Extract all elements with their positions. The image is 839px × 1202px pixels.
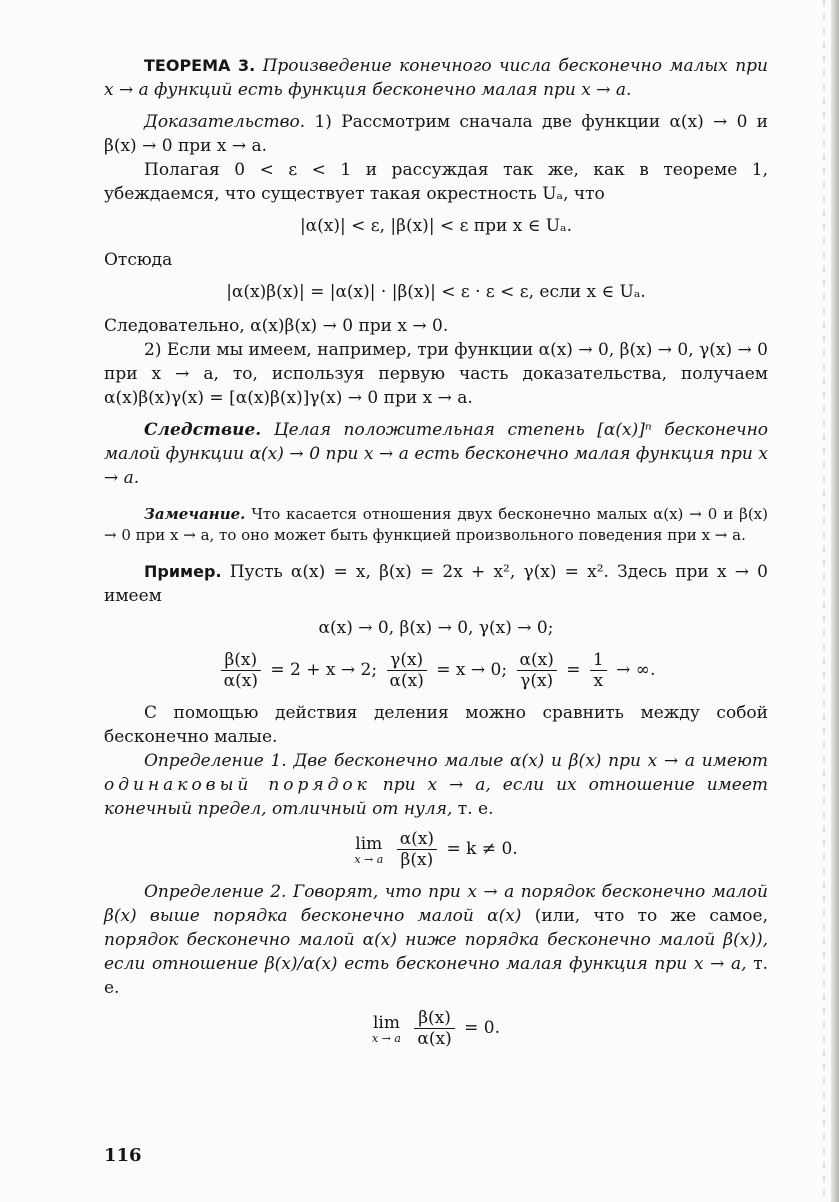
corollary-text: Целая положительная степень [α(x)]ⁿ бесконечно малой функции α(x) → 0 при x → a есть бесконечно малая функция при x → a. [104, 420, 769, 488]
proof-text-1: 1) Рассмотрим сначала две функции α(x) → 0 и β(x) → 0 при x → a. [104, 112, 768, 156]
definition-2-text-b: (или, что то же самое, [534, 906, 768, 926]
definition-1-text-b: при x → a, если их отношение имеет конечный предел, отличный от нуля, [104, 775, 768, 819]
fraction-denominator: β(x) [400, 850, 434, 870]
fraction-alpha-gamma [517, 650, 557, 691]
fraction-one-x [590, 650, 607, 691]
limit-word: lim [355, 833, 383, 854]
definition-2-text-c: порядок бесконечно малой α(x) ниже порядка бесконечно малой β(x)), [104, 930, 768, 950]
ratio-equals: = [566, 660, 581, 680]
limit-word: lim [372, 1012, 400, 1033]
definition-2-label: Определение 2. [144, 882, 287, 902]
theorem-text: Произведение конечного числа бесконечно малых при x → a функций есть функция бесконечно малая при x → a. [104, 56, 769, 100]
fraction-numerator: 1 [590, 650, 607, 671]
fraction-numerator: γ(x) [387, 650, 427, 671]
definition-2-formula [104, 1008, 768, 1049]
fraction-beta-alpha [414, 1008, 454, 1049]
fraction-denominator: α(x) [223, 671, 258, 691]
example-limits: α(x) → 0, β(x) → 0, γ(x) → 0; [318, 618, 554, 638]
example-label: Пример. [144, 562, 222, 581]
corollary-label: Следствие. [144, 420, 262, 440]
fraction-denominator: α(x) [417, 1029, 452, 1049]
fraction-gamma-alpha [387, 650, 427, 691]
definition-2-paragraph [104, 880, 768, 1000]
book-page [104, 54, 768, 1059]
fraction-denominator: γ(x) [520, 671, 554, 691]
limit-subscript: x → a [371, 1031, 401, 1045]
division-note: С помощью действия деления можно сравнить между собой бесконечно малые. [104, 703, 768, 747]
page-edge-shadow [823, 0, 825, 1202]
fraction-beta-alpha [221, 650, 261, 691]
therefore-text: Следовательно, α(x)β(x) → 0 при x → 0. [104, 316, 449, 336]
definition-1-label: Определение 1. [144, 751, 287, 771]
definition-1-text-a: Две бесконечно малые α(x) и β(x) при x → a имеют [293, 751, 768, 771]
corollary-paragraph [104, 418, 768, 490]
remark-text: Что касается отношения двух бесконечно малых α(x) → 0 и β(x) → 0 при x → a, то оно может быть функцией произвольного поведения при x → a. [104, 505, 768, 544]
definition-1-formula [104, 829, 768, 870]
ratio-result-3: → ∞. [616, 660, 656, 680]
equation-epsilon: |α(x)| < ε, |β(x)| < ε при x ∈ Uₐ. [299, 216, 573, 236]
limit-operator [354, 834, 383, 866]
proof-label: Доказательство. [144, 112, 306, 132]
page-number: 116 [104, 1145, 142, 1166]
example-text: Пусть α(x) = x, β(x) = 2x + x², γ(x) = x². Здесь при x → 0 имеем [104, 562, 768, 606]
limit-result: = k ≠ 0. [446, 839, 518, 859]
fraction-numerator: β(x) [414, 1008, 454, 1029]
example-paragraph [104, 560, 768, 608]
proof-paragraph-1 [104, 110, 768, 158]
definition-2-text-a: Говорят, что при x → a порядок бесконечно малой β(x) выше порядка бесконечно малой α(x) [104, 882, 768, 926]
proof-paragraph-3 [104, 338, 768, 410]
theorem-paragraph [104, 54, 768, 102]
limit-operator [372, 1013, 401, 1045]
example-ratios [104, 650, 768, 691]
proof-text-3: 2) Если мы имеем, например, три функции α(x) → 0, β(x) → 0, γ(x) → 0 при x → a, то, используя первую часть доказательства, получаем α(x)β(x)γ(x) = [α(x)β(x)]γ(x) → 0 при x → a. [104, 340, 769, 408]
theorem-label: ТЕОРЕМА 3. [144, 56, 256, 75]
ratio-result-1: = 2 + x → 2; [270, 660, 378, 680]
definition-2-text-e: т. е. [104, 954, 768, 998]
fraction-numerator: β(x) [221, 650, 261, 671]
hence-text: Отсюда [104, 250, 173, 270]
proof-text-2: Полагая 0 < ε < 1 и рассуждая так же, как в теореме 1, убеждаемся, что существует такая окрестность Uₐ, что [104, 160, 768, 204]
ratio-result-2: = x → 0; [436, 660, 508, 680]
remark-label: Замечание. [144, 505, 246, 523]
proof-paragraph-2 [104, 158, 768, 206]
page-edge [831, 0, 839, 1202]
definition-2-text-d: если отношение β(x)/α(x) есть бесконечно малая функция при x → a, [104, 954, 747, 974]
fraction-denominator: α(x) [389, 671, 424, 691]
fraction-numerator: α(x) [397, 829, 437, 850]
remark-paragraph [104, 504, 768, 546]
definition-1-spaced-term: одинаковый порядок [104, 775, 371, 795]
fraction-numerator: α(x) [517, 650, 557, 671]
limit-subscript: x → a [354, 852, 384, 866]
definition-1-paragraph [104, 749, 768, 821]
definition-1-text-c: т. е. [457, 799, 494, 819]
fraction-denominator: x [593, 671, 604, 691]
equation-product: |α(x)β(x)| = |α(x)| · |β(x)| < ε · ε < ε, если x ∈ Uₐ. [226, 282, 646, 302]
limit-result: = 0. [464, 1018, 500, 1038]
fraction-alpha-beta [397, 829, 437, 870]
